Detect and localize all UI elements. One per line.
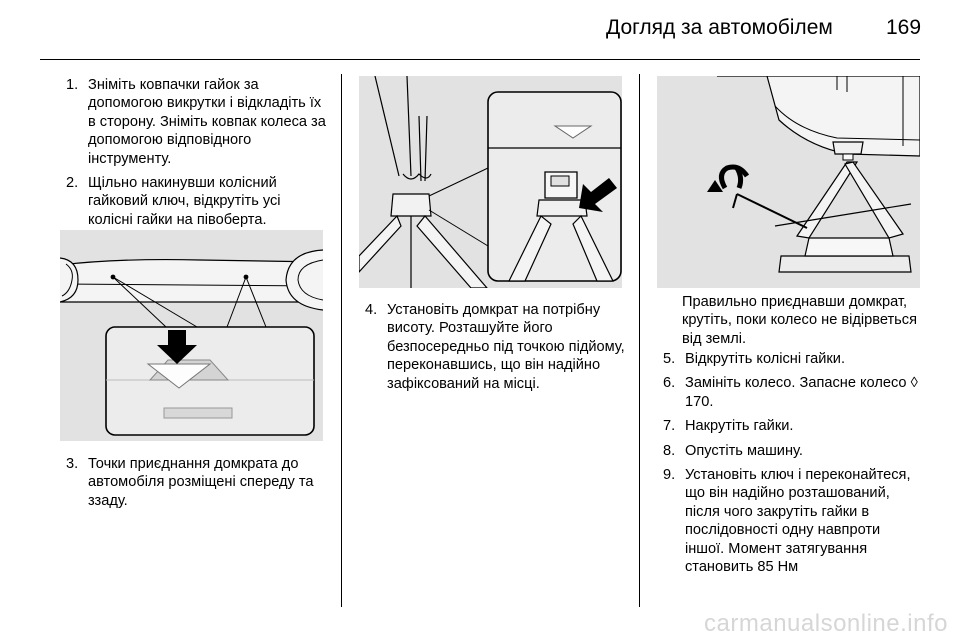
jack-point-marker-icon (60, 230, 323, 441)
steps-list-col3 (663, 350, 920, 582)
step-text: Зніміть ковпачки гайок за допомогою викрутки і відкладіть їх в сторону. Зніміть ковпак колеса за допомогою відповідного інструменту. (88, 77, 326, 167)
column-divider-1 (341, 74, 342, 607)
list-item (66, 76, 328, 168)
page-title: Догляд за автомобілем (606, 16, 833, 39)
step-number: 3. (66, 456, 79, 472)
step-text: Установіть ключ і переконайтеся, що він надійно розташований, після чого закрутіть гайки в послідовності одну навпроти іншої. Момент затягування становить 85 Нм (685, 467, 911, 576)
figure-jack-position (359, 76, 622, 288)
step-number: 9. (663, 467, 676, 484)
list-item (663, 466, 920, 576)
list-item (66, 174, 328, 229)
step-text: Точки приєднання домкрата до автомобіля розміщені спереду та ззаду. (88, 456, 314, 509)
watermark: carmanualsonline.info (704, 610, 948, 637)
header-divider (40, 59, 920, 60)
step-text: Опустіть машину. (685, 442, 803, 459)
jack-under-sill-icon (359, 76, 622, 288)
crank-rotate-icon (657, 76, 920, 288)
step-text: Установіть домкрат на потрібну висоту. Розташуйте його безпосередньо під точкою підйому, переконавшись, що він надійно зафіксований на місці. (387, 302, 625, 392)
steps-list-col2 (365, 301, 630, 399)
step-number: 8. (663, 442, 676, 459)
column-divider-2 (639, 74, 640, 607)
step-text: Відкрутіть колісні гайки. (685, 351, 846, 367)
jack-note: Правильно приєднавши домкрат, крутіть, поки колесо не відірветься від землі. (682, 294, 917, 347)
step-text: Щільно накинувши колісний гайковий ключ, відкрутіть усі колісні гайки на півоберта. (88, 175, 281, 228)
steps-list-col1-b (66, 455, 328, 516)
list-item (66, 455, 328, 510)
list-item (663, 442, 920, 460)
step-number: 4. (365, 302, 378, 318)
step-number: 5. (663, 351, 676, 367)
list-item (365, 301, 630, 393)
figure-jack-raise (657, 76, 920, 288)
page-number: 169 (886, 16, 922, 39)
list-item (663, 374, 920, 411)
page-reference-number: 170. (685, 393, 714, 410)
step-number: 6. (663, 375, 676, 392)
step-text: Накрутіть гайки. (685, 418, 794, 435)
steps-list-col1 (66, 76, 328, 235)
list-item (663, 350, 920, 368)
step-text-before: Замініть колесо. Запасне колесо (685, 375, 911, 392)
page-reference-icon: ◊ (910, 375, 918, 392)
list-item (663, 417, 920, 435)
step-number: 7. (663, 418, 676, 435)
step-number: 1. (66, 77, 79, 93)
figure-jack-points (60, 230, 323, 441)
step-number: 2. (66, 175, 79, 192)
